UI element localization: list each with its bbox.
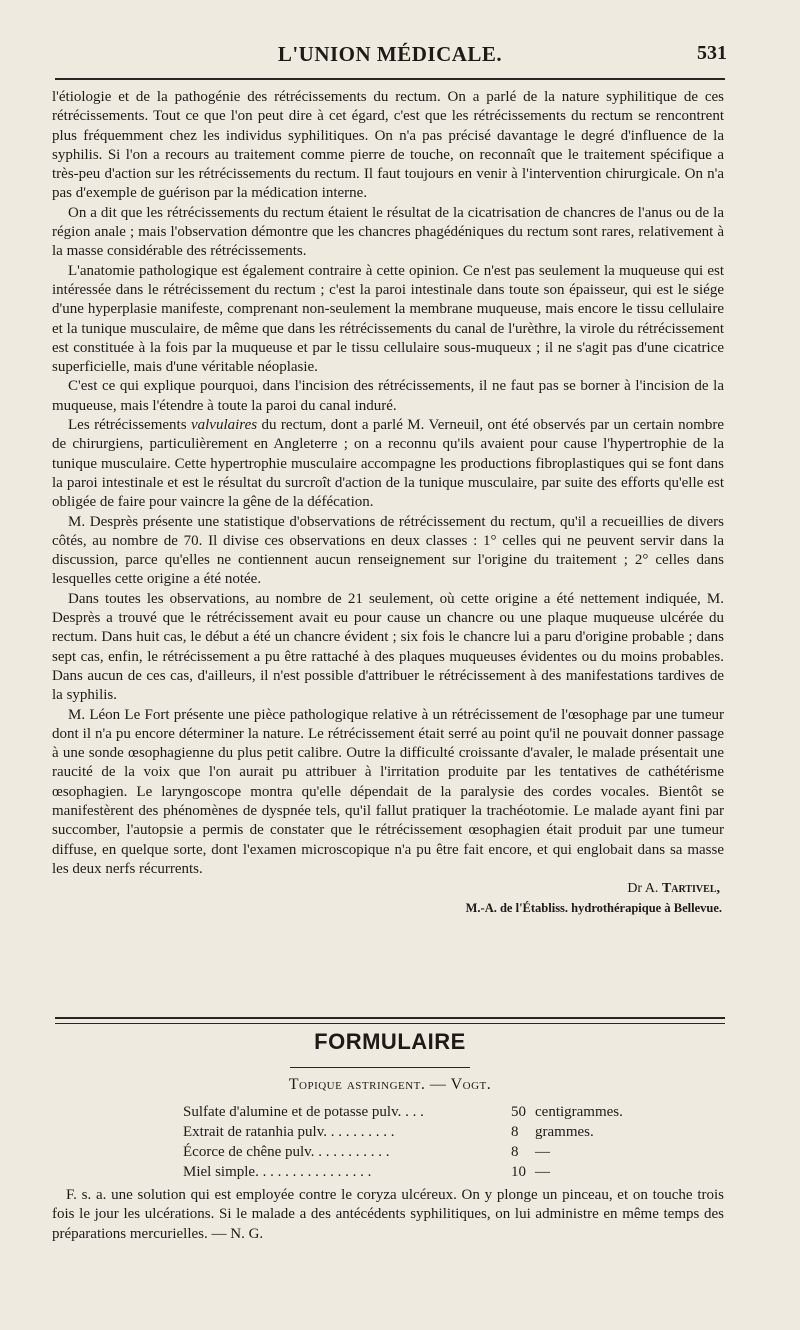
ingredient-row — [183, 1142, 643, 1162]
ingredient-unit: — — [535, 1164, 550, 1180]
author-affiliation: M.-A. de l'Établiss. hydrothérapique à Bellevue. — [465, 901, 722, 916]
author-signature — [52, 879, 724, 899]
ingredient-row — [183, 1122, 643, 1142]
signature-name: Tartivel, — [661, 881, 720, 897]
ingredient-quantity: 8 — [511, 1144, 519, 1160]
running-title: L'UNION MÉDICALE. — [277, 42, 503, 66]
formula-instructions — [52, 1186, 724, 1244]
ingredient-quantity: 10 — [511, 1164, 526, 1180]
page-number: 531 — [697, 42, 727, 64]
ingredient-list — [183, 1102, 643, 1182]
ingredient-quantity: 8 — [511, 1124, 519, 1140]
paragraph: l'étiologie et de la pathogénie des rétrécissements du rectum. On a parlé de la nature syphilitique de ces rétrécissements. Tout ce que l'on peut dire à cet égard, c'est que les rétrécissements du rectum se rencontrent plus fréquemment chez les individus syphilitiques. On n'a pas précisé davantage le degré d'influence de la syphilis. Si l'on a recours au traitement comme pierre de touche, on reconnaît que le traitement spécifique a très-peu d'action sur les rétrécissements du rectum. Il faut toujours en venir à l'intervention chirurgicale. On n'a pas d'exemple de guérison par la médication interne. — [52, 89, 724, 202]
ingredient-name: Sulfate d'alumine et de potasse pulv. . . . — [183, 1104, 424, 1120]
page-header — [55, 38, 725, 74]
heading-rule — [290, 1067, 470, 1068]
ingredient-unit: centigrammes. — [535, 1104, 623, 1120]
header-rule — [55, 78, 725, 80]
signature-prefix: Dr A. — [627, 881, 662, 897]
paragraph: Dans toutes les observations, au nombre de 21 seulement, où cette origine a été nettement indiquée, M. Desprès a trouvé que le rétrécissement avait eu pour cause un chancre ou une plaque muqueuse ulcérée du rectum. Dans huit cas, le début a été un chancre évident ; six fois le chancre lui a paru d'origine probable ; dans sept cas, enfin, le rétrécissement a pu être rattaché à des plaques muqueuses évidentes ou du moins probables. Dans aucun de ces cas, d'ailleurs, il n'est possible d'attribuer le rétrécissement à des manifestations tardives de la syphilis. — [52, 590, 724, 704]
ingredient-unit: grammes. — [535, 1124, 594, 1140]
paragraph: L'anatomie pathologique est également contraire à cette opinion. Ce n'est pas seulement la muqueuse qui est intéressée dans le rétrécissement du rectum ; c'est la paroi intestinale dans toute son épaisseur, qui est le siége d'une hyperplasie manifeste, comprenant non-seulement la membrane muqueuse, mais encore le tissu cellulaire et la tunique musculaire, de même que dans les rétrécissements du canal de l'urèthre, la virole du rétrécissement est constituée à la fois par la muqueuse et par le tissu cellulaire sous-muqueux ; il ne s'agit pas d'une cicatrice superficielle, mais d'une véritable néoplasie. — [52, 262, 724, 376]
ingredient-name: Extrait de ratanhia pulv. . . . . . . . . . — [183, 1124, 395, 1140]
paragraph: M. Desprès présente une statistique d'observations de rétrécissement du rectum, qu'il a recueillies de divers côtés, au nombre de 70. Il divise ces observations en deux classes : 1° celles qui ne peuvent servir dans la discussion, parce qu'elles ne contiennent aucun renseignement sur l'origine du traitement ; 2° celles dans lesquelles cette origine a été notée. — [52, 513, 724, 588]
paragraph: C'est ce qui explique pourquoi, dans l'incision des rétrécissements, il ne faut pas se borner à l'incision de la muqueuse, mais l'étendre à toute la paroi du canal induré. — [52, 378, 724, 414]
ingredient-name: Miel simple. . . . . . . . . . . . . . . . — [183, 1164, 372, 1180]
paragraph: M. Léon Le Fort présente une pièce pathologique relative à un rétrécissement de l'œsophage par une tumeur dont il n'a pu encore déterminer la nature. Le rétrécissement était serré au point qu'il ne pouvait donner passage à une sonde œsophagienne du plus petit calibre. Outre la difficulté croissante d'avaler, le malade présentait une raucité de la voix que l'on aurait pu attribuer à l'irritation produite par les tentatives de cathétérisme œsophagien. Le laryngoscope montra qu'elle dépendait de la paralysie des cordes vocales. Bientôt se manifestèrent des phénomènes de dyspnée tels, qu'il fallut pratiquer la trachéotomie. Le malade ayant fini par succomber, l'autopsie a permis de constater que le rétrécissement œsophagien était produit par une tumeur diffuse, en quelque sorte, dont l'examen microscopique n'a pu être fait encore, et qui englobait dans sa masse les deux nerfs récurrents. — [52, 706, 724, 877]
section-divider — [55, 1017, 725, 1024]
text-run: du rectum, dont a parlé M. Verneuil, ont été observés par un certain nombre de chirurgiens, particulièrement en Angleterre ; on a reconnu qu'ils avaient pour cause l'hypertrophie de la tunique musculaire. Cette hypertrophie musculaire accompagne les productions fibroplastiques qui se font dans la paroi intestinale et est le résultat du surcroît d'action de la tunique musculaire, par suite des efforts qu'elle est obligée de faire pour vaincre la gêne de la défécation. — [52, 417, 724, 511]
italic-term: valvulaires — [190, 417, 258, 434]
ingredient-row — [183, 1102, 643, 1122]
formula-title: Topique astringent. — Vogt. — [288, 1076, 492, 1093]
ingredient-quantity: 50 — [511, 1104, 526, 1120]
paragraph-valvular — [52, 416, 724, 512]
paragraph: F. s. a. une solution qui est employée contre le coryza ulcéreux. On y plonge un pinceau, et on touche trois fois le jour les ulcérations. Si le malade a des antécédents syphilitiques, on lui administre en même temps des préparations mercurielles. — N. G. — [52, 1187, 724, 1242]
ingredient-unit: — — [535, 1144, 550, 1160]
section-heading: FORMULAIRE — [314, 1029, 466, 1054]
ingredient-name: Écorce de chêne pulv. . . . . . . . . . . — [183, 1144, 390, 1160]
text-run: Les rétrécissements — [68, 417, 191, 434]
ingredient-row — [183, 1162, 643, 1182]
article-body — [52, 88, 724, 917]
paragraph: On a dit que les rétrécissements du rectum étaient le résultat de la cicatrisation de chancres de l'anus ou de la région anale ; mais l'observation démontre que les chancres phagédéniques du rectum sont rares, relativement à la masse considérable des rétrécissements. — [52, 204, 724, 260]
